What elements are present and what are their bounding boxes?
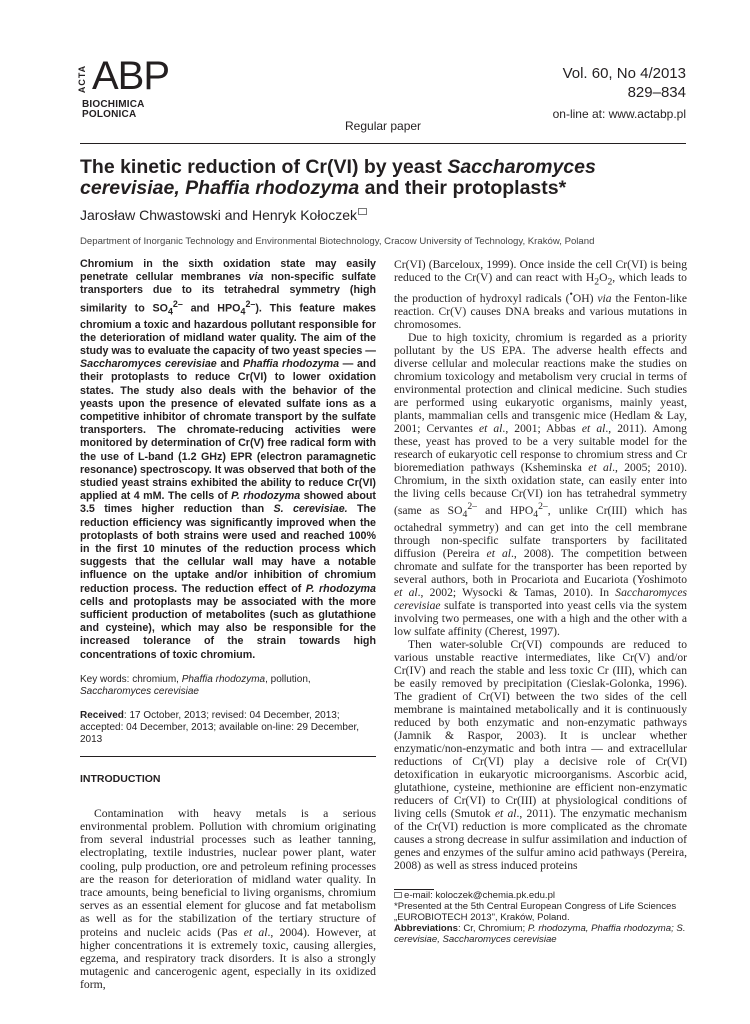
right-column	[394, 258, 687, 872]
logo-acta: ACTA	[77, 64, 88, 94]
journal-logo	[77, 54, 170, 122]
journal-volume: Vol. 60, No 4/2013	[562, 65, 686, 82]
affiliation: Department of Inorganic Technology and Environmental Biotechnology, Cracow University of Technology, Kraków, Poland	[80, 236, 595, 247]
journal-online: on-line at: www.actabp.pl	[552, 107, 686, 121]
intro-paragraph: Contamination with heavy metals is a serious environmental problem. Pollution with chromium originating from several industrial processes such as leather tanning, electroplating, textile industries, nuclear power plant, water cooling, pulp production, ore and petroleum refining processes are the reason for deterioration of midland water quality. In trace amounts, being beneficial to living organisms, chromium serves as an essential element for glucose and fat metabolism as well as for the stabilization of the tertiary structure of proteins and nucleic acids (Pas et al., 2004). However, at higher concentrations it is extremely toxic, causing allergies, egzema, and respiratory track disorders. It is also a strongly mutagenic and cancerogenic agent, especially in its oxidized form,	[80, 806, 376, 992]
body-paragraph-3: Then water-soluble Cr(VI) compounds are reduced to various unstable reactive intermediates, like Cr(V) and/or Cr(IV) and reach the stable and less toxic Cr (III), which can be easily removed by precipitation (Cieslak-Golonka, 1996). The gradient of Cr(VI) between the two sides of the cell membrane is maintained metabolically and it is continuously reduced by both enzymatic and non-enzymatic pathways (Jamnik & Raspor, 2003). It is unclear whether enzymatic/non-enzymatic and both intra — and extracellular reductions of Cr(VI) play a decisive role of Cr(VI) detoxification in eukaryotic microorganisms. Ascorbic acid, glutathione, cysteine, methionine are efficient non-enzymatic reducers of Cr(VI) to Cr(III) at physiological conditions of living cells (Smutok et al., 2011). The enzymatic mechanism of the Cr(VI) reduction is more complicated as the chromate causes a strong decrease in sulfur assimilation and induction of genes and enzymes of the sulfur amino acid pathways (Pereira, 2008) as well as stress induced proteins	[394, 638, 687, 873]
logo-abp: ABP	[92, 54, 170, 98]
logo-polonica: POLONICA	[82, 109, 137, 120]
received-dates: Received: 17 October, 2013; revised: 04 December, 2013; accepted: 04 December, 2013; available on-line: 29 December, 2013	[80, 709, 360, 745]
envelope-icon	[358, 208, 367, 215]
body-paragraph-2: Due to high toxicity, chromium is regarded as a priority pollutant by the US EPA. The adverse health effects and diverse cellular and molecular reactions make the studies on chromium toxicology and metabolism very crucial in terms of environmental protection and clinical medicine. Such studies are performed using eukaryotic organisms, mainly yeast, plants, mammalian cells and transgenic mice (Hedlam & Lay, 2001; Cervantes et al., 2001; Abbas et al., 2011). Among these, yeast has proved to be a very suitable model for the research of eukaryotic cell response to chromium stress and Cr bioremediation pathways (Ksheminska et al., 2005; 2010). Chromium, in the sixth oxidation state, can easily enter into the living cells because Cr(VI) ion has tetrahedral symmetry (same as $SO_4^{2-}$ and $HPO_4^{2-}$, unlike Cr(III) which has octahedral symmetry) and can get into the cell membrane through non-specific sulfate transporters by facilitated diffusion (Pereira et al., 2008). The competition between chromate and sulfate for the transporter has been reported by several authors, both in Procariota and Eucariota (Yoshimoto et al., 2002; Wysocki & Tamas, 2010). In Saccharomyces cerevisiae sulfate is transported into yeast cells via the system involving two permeases, one with a high and the other with a low sulfate affinity (Cherest, 1997).	[394, 331, 687, 639]
left-column	[80, 258, 376, 992]
body-paragraph-1: Cr(VI) (Barceloux, 1999). Once inside the cell Cr(VI) is being reduced to the Cr(V) and can react with $H_2O_2$, which leads to the production of hydroxyl radicals (•OH) via the Fenton-like reaction. Cr(V) causes DNA breaks and various mutations in chromosomes.	[394, 258, 687, 332]
footnote-abbreviations: Abbreviations: Cr, Chromium; P. rhodozyma, Phaffia rhodozyma; S. cerevisiae, Saccharomyces cerevisiae	[394, 923, 686, 945]
section-heading-introduction: INTRODUCTION	[80, 772, 161, 785]
section-divider	[80, 756, 376, 757]
paper-type: Regular paper	[345, 119, 422, 133]
journal-pages: 829–834	[627, 84, 686, 101]
journal-info	[553, 64, 686, 124]
paper-title: The kinetic reduction of Cr(VI) by yeast Saccharomyces cerevisiae, Phaffia rhodozyma and their protoplasts*	[80, 156, 596, 199]
footnote-email: e-mail: koloczek@chemia.pk.edu.pl	[394, 890, 694, 901]
abstract: Chromium in the sixth oxidation state may easily penetrate cellular membranes via non-specific sulfate transporters due to its tetrahedral symmetry (high similarity to $SO_4^{2-}$ and $HPO_4^{2-}$). This feature makes chromium a toxic and hazardous pollutant responsible for the deterioration of midland water quality. The aim of the study was to evaluate the capacity of two yeast species — Saccharomyces cerevisiae and Phaffia rhodozyma — and their protoplasts to reduce Cr(VI) to lower oxidation states. The study also deals with the behavior of the yeasts upon the presence of elevated sulfate ions as a competitive inhibitor of chromate transport by the sulfate transporters. The chromate-reducing activities were monitored by determination of Cr(V) free radical form with the use of L-band (1.2 GHz) EPR (electron paramagnetic resonance) spectroscopy. It was observed that both of the studied yeast strains exhibited the ability to reduce Cr(VI) applied at 4 mM. The cells of P. rhodozyma showed about 3.5 times higher reduction than S. cerevisiae. The reduction efficiency was significantly improved when the protoplasts of both strains were used and reached 100% in the first 10 minutes of the reduction process which suggests that the cellular wall may have a notable influence on the uptake and/or inhibition of chromium reduction process. The reduction effect of P. rhodozyma cells and protoplasts may be associated with the more sufficient production of metabolites (such as glutathione and cysteine), which may also be responsible for the increased tolerance of the strain towards high concentrations of toxic chromium.	[80, 258, 376, 661]
keywords: Key words: chromium, Phaffia rhodozyma, pollution, Saccharomyces cerevisiae	[80, 673, 311, 697]
envelope-icon	[394, 892, 402, 898]
footnotes	[394, 889, 694, 945]
logo-biochimica: BIOCHIMICA	[82, 99, 145, 110]
footnote-presented: *Presented at the 5th Central European Congress of Life Sciences „EUROBIOTECH 2013", Kraków, Poland.	[394, 901, 677, 923]
authors: Jarosław Chwastowski and Henryk Kołoczek	[80, 207, 367, 223]
header-divider	[80, 143, 686, 144]
